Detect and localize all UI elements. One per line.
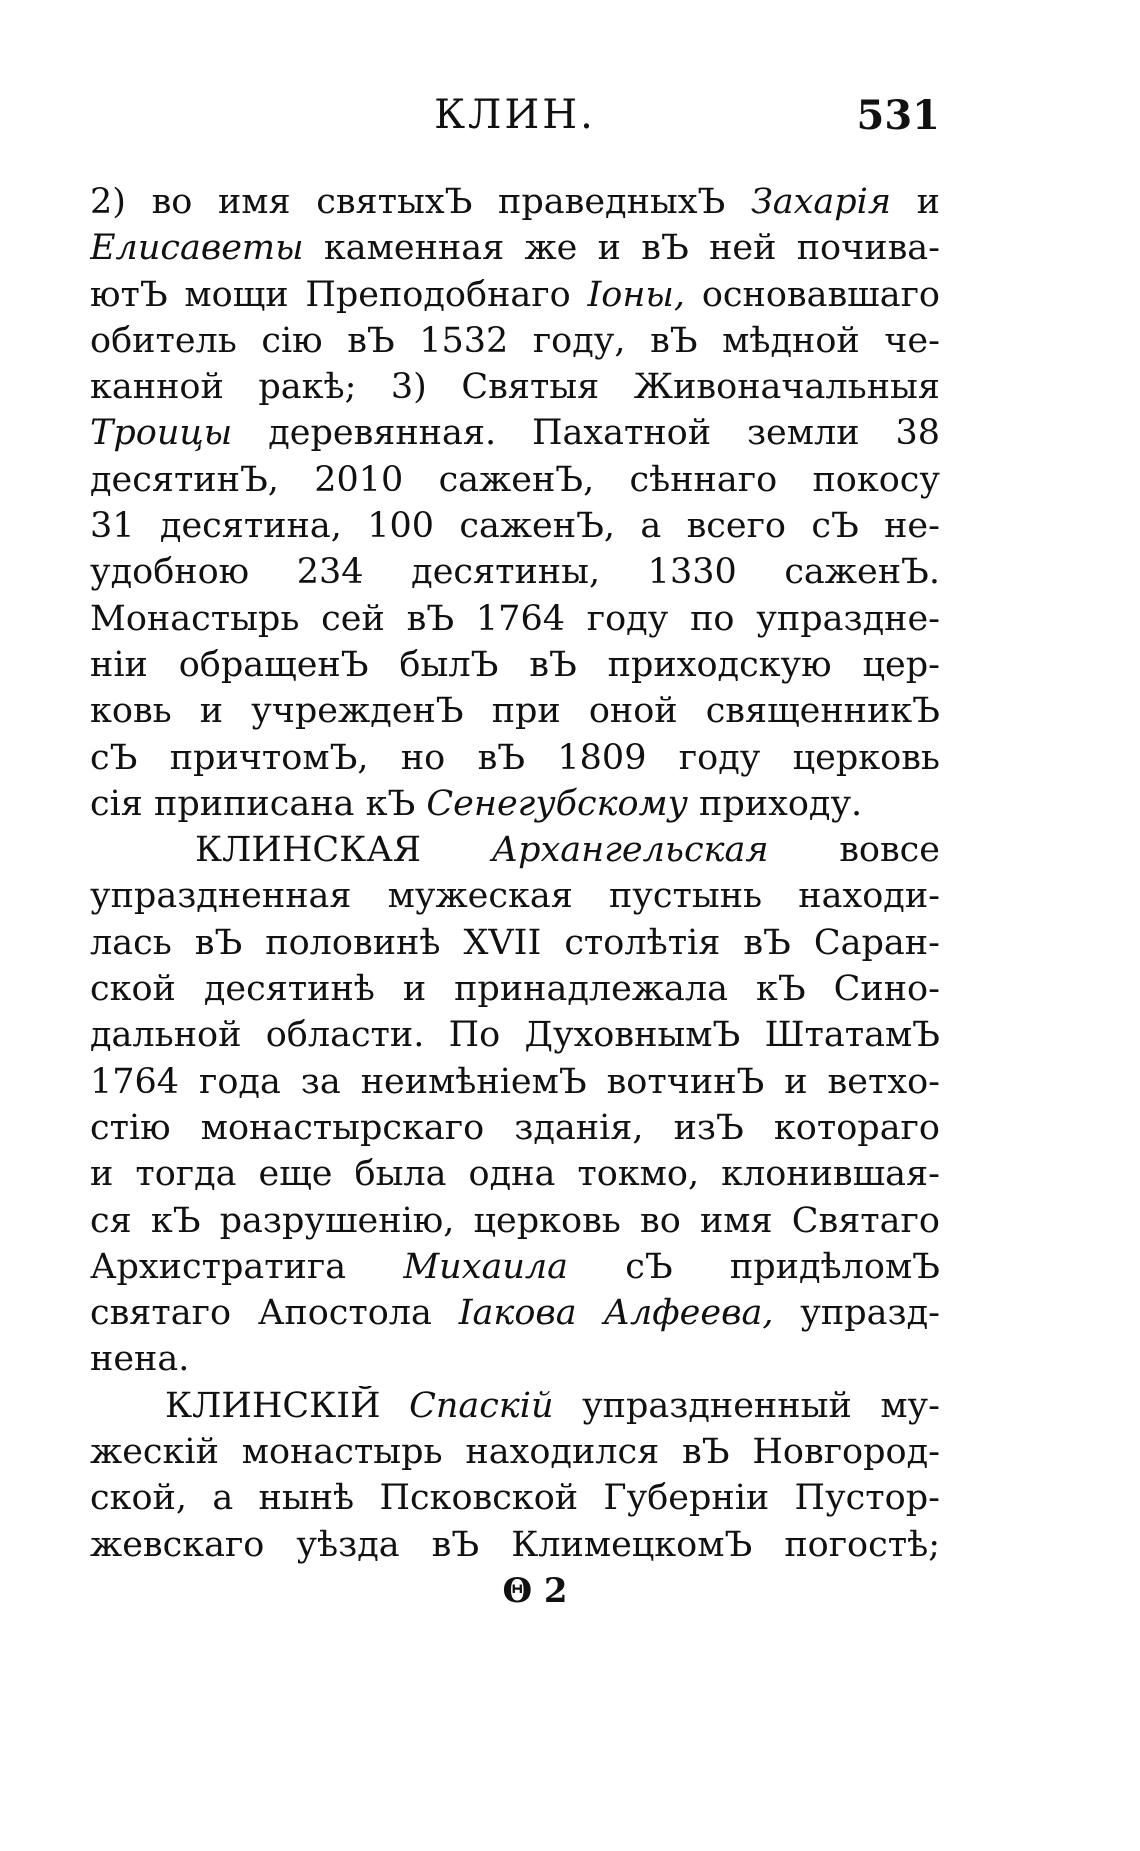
text-line: [90, 321, 940, 367]
word: стію: [90, 1107, 171, 1148]
word: упраздненная: [90, 876, 352, 917]
word: и: [199, 691, 224, 732]
word: области.: [265, 1015, 425, 1056]
text-line: [90, 1154, 940, 1200]
word: сію: [261, 320, 323, 361]
text-line: [90, 599, 940, 645]
signature-mark: Θ 2: [502, 1570, 568, 1611]
word: но: [400, 737, 446, 778]
word: былЪ: [399, 644, 499, 685]
word: сей: [321, 598, 385, 639]
word: ской: [90, 969, 176, 1010]
word: одна: [468, 1154, 556, 1195]
word: Монастырь: [90, 598, 300, 639]
word: же: [524, 228, 578, 269]
text-line: [90, 552, 940, 598]
word: упраздне-: [756, 598, 940, 639]
word: сЪ: [90, 737, 138, 778]
word: кЪ: [150, 1200, 201, 1241]
word: нынѣ: [258, 1478, 355, 1519]
word: церковь: [473, 1200, 621, 1241]
word: приходу.: [699, 783, 863, 824]
word: цер-: [862, 644, 940, 685]
word: Архангельская: [491, 830, 769, 871]
word: еще: [258, 1154, 333, 1195]
word: половинѣ: [265, 922, 441, 963]
word: оной: [588, 691, 678, 732]
text-line: [90, 876, 940, 922]
word: вЪ: [477, 737, 526, 778]
word: приходскую: [607, 644, 832, 685]
word: Пахатной: [531, 413, 712, 454]
word: за: [300, 1061, 341, 1102]
text-line: [90, 1478, 940, 1524]
word: учрежденЪ: [251, 691, 464, 732]
word: мужеская: [387, 876, 573, 917]
word: и: [402, 969, 427, 1010]
word: Преподобнаго: [305, 274, 571, 315]
word: 31: [90, 506, 135, 547]
word: ДуховнымЪ: [524, 1015, 741, 1056]
word: клонившая-: [721, 1154, 940, 1195]
word: вотчинЪ: [606, 1061, 765, 1102]
word: покосу: [812, 459, 940, 500]
word: десятина,: [159, 506, 342, 547]
text-line: [90, 182, 940, 228]
word: причтомЪ,: [169, 737, 369, 778]
word: 1764: [90, 1061, 180, 1102]
text-line: [90, 1432, 940, 1478]
word: саженЪ,: [438, 459, 595, 500]
word: ковь: [90, 691, 172, 732]
text-line: [90, 1247, 940, 1293]
word: погостѣ;: [784, 1524, 940, 1565]
word: уѣзда: [296, 1524, 400, 1565]
word: вЪ: [641, 228, 689, 269]
word: Псковской: [379, 1478, 579, 1519]
word: праведныхЪ: [498, 182, 726, 222]
word: вовсе: [839, 830, 940, 871]
word: обращенЪ: [178, 644, 369, 685]
word: сЪ: [811, 506, 859, 547]
word: XVII: [463, 922, 542, 963]
word: Новгород-: [752, 1432, 940, 1473]
word: была: [354, 1154, 447, 1195]
word: и: [784, 1061, 808, 1102]
word: сія: [90, 783, 143, 824]
word: му-: [880, 1385, 940, 1426]
word: имя: [699, 1200, 773, 1241]
word: токмо,: [577, 1154, 700, 1195]
word: имя: [217, 182, 291, 222]
word: упраздненный: [582, 1385, 852, 1426]
word: Живоначальныя: [633, 367, 940, 408]
word: вЪ: [743, 922, 791, 963]
word: по: [690, 598, 735, 639]
word: котораго: [773, 1107, 940, 1148]
word: а: [640, 506, 662, 547]
word: вЪ: [431, 1524, 480, 1565]
word: ней: [709, 228, 777, 269]
word: ніи: [90, 644, 148, 685]
word: сѣннаго: [629, 459, 778, 500]
word: земли: [746, 413, 860, 454]
word: Пустор-: [794, 1478, 940, 1519]
word: приписана: [154, 783, 355, 824]
word: Захарія: [750, 182, 891, 222]
word: священникЪ: [705, 691, 940, 732]
word: КлимецкомЪ: [511, 1524, 753, 1565]
word: 234: [296, 552, 364, 593]
word: монастырь: [241, 1432, 443, 1473]
text-line: [90, 367, 940, 413]
text-line: [90, 645, 940, 691]
word: во: [151, 182, 193, 222]
word: удобною: [90, 552, 250, 593]
word: Святаго: [791, 1200, 940, 1241]
word: и: [597, 228, 621, 269]
word: ШтатамЪ: [764, 1015, 940, 1056]
word: святаго: [90, 1293, 232, 1334]
word: По: [448, 1015, 501, 1056]
word: вЪ: [194, 922, 243, 963]
word: 2): [90, 182, 126, 222]
text-line: [90, 1201, 940, 1247]
word: Архистратига: [90, 1246, 347, 1287]
word: Михаила: [403, 1246, 569, 1287]
text-line: [90, 1062, 940, 1108]
word: ветхо-: [827, 1061, 940, 1102]
text-line: [90, 506, 940, 552]
word: 3): [390, 367, 427, 408]
word: обитель: [90, 320, 237, 361]
word: Саран-: [813, 922, 940, 963]
word: церковь: [792, 737, 940, 778]
word: году: [586, 598, 669, 639]
word: кЪ: [755, 969, 806, 1010]
word: пустынь: [608, 876, 763, 917]
text-line: [90, 1525, 940, 1571]
word: году,: [532, 320, 626, 361]
word: вЪ: [347, 320, 395, 361]
word: дальной: [90, 1015, 242, 1056]
text-line: [90, 1386, 940, 1432]
word: КЛИНСКАЯ: [195, 830, 421, 871]
word: вЪ: [406, 598, 455, 639]
word: почива-: [796, 228, 940, 269]
word: Троицы: [90, 413, 233, 454]
word: Елисаветы: [90, 228, 304, 269]
word: года: [199, 1061, 281, 1102]
word: находи-: [798, 876, 940, 917]
word: разрушенію,: [219, 1200, 455, 1241]
running-title: КЛИН.: [434, 92, 596, 138]
word: и: [916, 182, 940, 222]
word: во: [640, 1200, 681, 1241]
word: ской,: [90, 1478, 188, 1519]
word: а: [212, 1478, 234, 1519]
word: 2010: [314, 459, 404, 500]
word: вЪ: [529, 644, 577, 685]
word: Губерніи: [603, 1478, 770, 1519]
running-head: [90, 92, 940, 152]
word: вЪ: [650, 320, 698, 361]
text-line: [90, 830, 940, 876]
word: саженЪ.: [784, 552, 940, 593]
word: придѣломЪ: [729, 1246, 940, 1287]
text-line: [90, 228, 940, 274]
word: Спаскій: [409, 1385, 554, 1426]
word: всего: [686, 506, 786, 547]
word: зданія,: [514, 1107, 644, 1148]
word: лась: [90, 922, 172, 963]
word: при: [491, 691, 561, 732]
word: 1532: [419, 320, 509, 361]
word: основавшаго: [701, 274, 940, 315]
word: десятины,: [411, 552, 601, 593]
text-line: [90, 460, 940, 506]
word: тогда: [135, 1154, 237, 1195]
word: кЪ: [365, 783, 416, 824]
word: Іакова: [458, 1293, 577, 1334]
word: и: [90, 1154, 114, 1195]
word: сЪ: [625, 1246, 673, 1287]
text-line: [90, 1339, 940, 1385]
text-line: [90, 1015, 940, 1061]
word: Апостола: [257, 1293, 432, 1334]
text-line: [90, 784, 940, 830]
word: 100: [367, 506, 435, 547]
text-line: [90, 1293, 940, 1339]
word: принадлежала: [454, 969, 729, 1010]
word: каменная: [323, 228, 505, 269]
word: че-: [884, 320, 940, 361]
text-line: [90, 969, 940, 1015]
text-line: [90, 738, 940, 784]
word: году: [678, 737, 761, 778]
text-line: [90, 691, 940, 737]
word: 1764: [475, 598, 565, 639]
word: столѣтія: [564, 922, 721, 963]
word: Сино-: [833, 969, 940, 1010]
text-line: [90, 413, 940, 459]
text-line: [90, 1108, 940, 1154]
word: святыхЪ: [316, 182, 473, 222]
word: упразд-: [800, 1293, 940, 1334]
word: Святыя: [461, 367, 600, 408]
word: не-: [884, 506, 940, 547]
text-line: [90, 923, 940, 969]
word: КЛИНСКІЙ: [165, 1385, 381, 1426]
word: Іоны,: [587, 274, 686, 315]
word: деревянная.: [268, 413, 497, 454]
word: изЪ: [673, 1107, 744, 1148]
page-number: 531: [856, 92, 940, 139]
word: 1809: [557, 737, 647, 778]
word: Алфеева,: [603, 1293, 774, 1334]
body-text: [90, 182, 940, 1617]
word: канной: [90, 367, 224, 408]
word: десятинЪ,: [90, 459, 279, 500]
word: ракѣ;: [258, 367, 357, 408]
word: ся: [90, 1200, 132, 1241]
word: ютЪ: [90, 274, 168, 315]
word: находился: [465, 1432, 660, 1473]
word: 1330: [647, 552, 737, 593]
word: мощи: [184, 274, 289, 315]
word: жевскаго: [90, 1524, 265, 1565]
word: мѣдной: [722, 320, 860, 361]
word: 38: [895, 413, 940, 454]
word: монастырскаго: [200, 1107, 485, 1148]
word: десятинѣ: [203, 969, 375, 1010]
word: жескій: [90, 1432, 219, 1473]
word: нена.: [90, 1339, 190, 1380]
word: вЪ: [682, 1432, 730, 1473]
word: саженЪ,: [459, 506, 615, 547]
word: Сенегубскому: [426, 783, 688, 824]
text-line: [90, 275, 940, 321]
word: неимѣніемЪ: [360, 1061, 587, 1102]
